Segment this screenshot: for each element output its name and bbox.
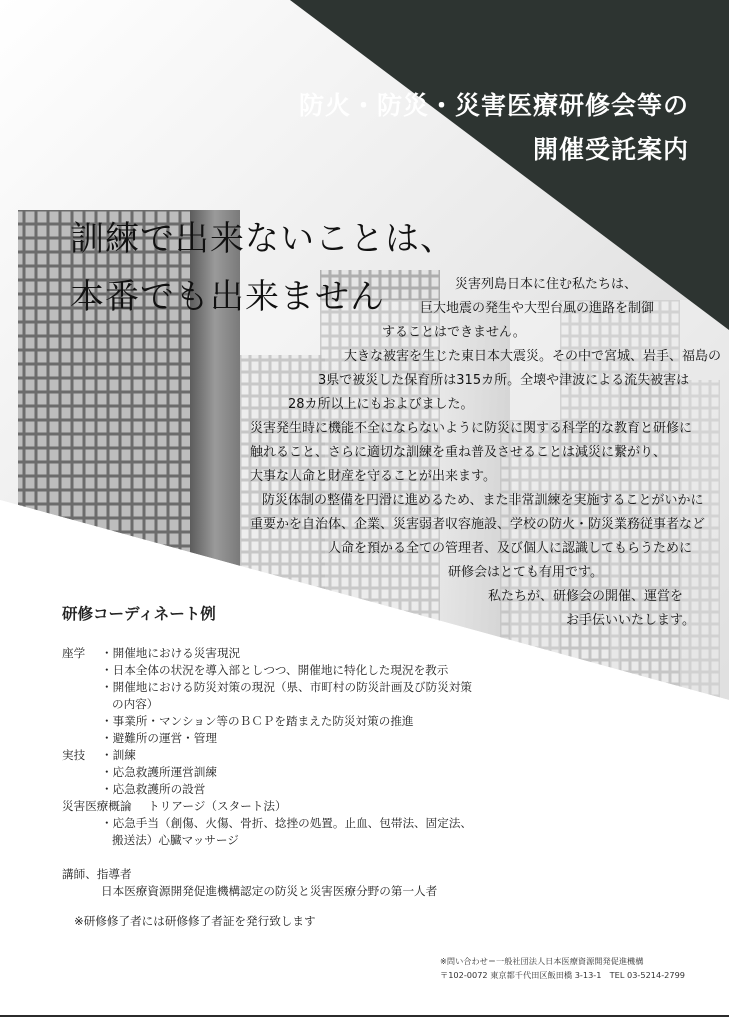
list-item: ・訓練 xyxy=(101,748,136,762)
page-title xyxy=(299,84,689,172)
headline-line-2: 本番でも出来ません xyxy=(70,277,385,317)
contact-line-2: 〒102-0072 東京都千代田区飯田橋 3-13-1 TEL 03-5214-2799 xyxy=(440,970,685,980)
headline-line-1: 訓練で出来ないことは、 xyxy=(70,219,455,259)
contact-line-1: ※問い合わせ＝一般社団法人日本医療資源開発促進機構 xyxy=(440,956,644,966)
intro-line: 巨大地震の発生や大型台風の進路を制御 xyxy=(420,301,655,316)
practice-label: 実技 xyxy=(62,748,86,762)
medical-label: 災害医療概論 xyxy=(62,799,132,813)
list-item: ・避難所の運営・管理 xyxy=(101,731,217,745)
list-item: ・事業所・マンション等のＢＣＰを踏まえた防災対策の推進 xyxy=(101,714,414,728)
certificate-note: ※研修修了者には研修修了者証を発行致します xyxy=(74,914,316,928)
intro-line: 人命を預かる全ての管理者、及び個人に認識してもらうために xyxy=(328,541,693,556)
intro-line: 災害列島日本に住む私たちは、 xyxy=(455,277,638,292)
medical-sub: トリアージ（スタート法） xyxy=(148,799,287,813)
list-item: ・応急救護所の設営 xyxy=(101,782,206,796)
intro-line: 大きな被害を生じた東日本大震災。その中で宮城、岩手、福島の xyxy=(344,349,722,364)
headline xyxy=(70,210,455,326)
title-line-1: 防火・防災・災害医療研修会等の xyxy=(298,91,689,120)
instructor-text: 日本医療資源開発促進機構認定の防災と災害医療分野の第一人者 xyxy=(101,884,438,898)
contact-info xyxy=(440,954,685,982)
intro-line: 私たちが、研修会の開催、運営を xyxy=(488,589,684,604)
intro-line: 大事な人命と財産を守ることが出来ます。 xyxy=(250,469,496,484)
lecture-label: 座学 xyxy=(62,646,86,660)
intro-line: 28カ所以上にもおよびました。 xyxy=(288,397,474,412)
intro-line: することはできません。 xyxy=(382,325,526,340)
list-item: ・日本全体の状況を導入部としつつ、開催地に特化した現況を教示 xyxy=(101,663,449,677)
instructor-label: 講師、指導者 xyxy=(62,867,132,881)
section-title: 研修コーディネート例 xyxy=(62,605,216,623)
list-item: ・応急手当（創傷、火傷、骨折、捻挫の処置。止血、包帯法、固定法、 xyxy=(101,816,473,830)
intro-line: 重要かを自治体、企業、災害弱者収容施設、学校の防火・防災業務従事者など xyxy=(250,517,706,532)
list-item: の内容） xyxy=(112,697,159,711)
intro-line: 災害発生時に機能不全にならないように防災に関する科学的な教育と研修に xyxy=(250,421,693,436)
list-item: ・開催地における災害現況 xyxy=(101,646,241,660)
intro-line: 防災体制の整備を円滑に進めるため、また非常訓練を実施することがいかに xyxy=(262,493,704,508)
title-line-2: 開催受託案内 xyxy=(532,135,689,164)
list-item: ・開催地における防災対策の現況（県、市町村の防災計画及び防災対策 xyxy=(101,680,473,694)
bottom-rule xyxy=(0,1015,729,1017)
intro-line: 3県で被災した保育所は315カ所。全壊や津波による流失被害は xyxy=(318,373,690,388)
list-item: ・応急救護所運営訓練 xyxy=(101,765,217,779)
intro-line: お手伝いいたします。 xyxy=(566,613,695,628)
intro-line: 研修会はとても有用です。 xyxy=(448,565,603,580)
list-item: 搬送法）心臓マッサージ xyxy=(112,833,239,847)
intro-line: 触れること、さらに適切な訓練を重ね普及させることは減災に繋がり、 xyxy=(250,445,667,460)
